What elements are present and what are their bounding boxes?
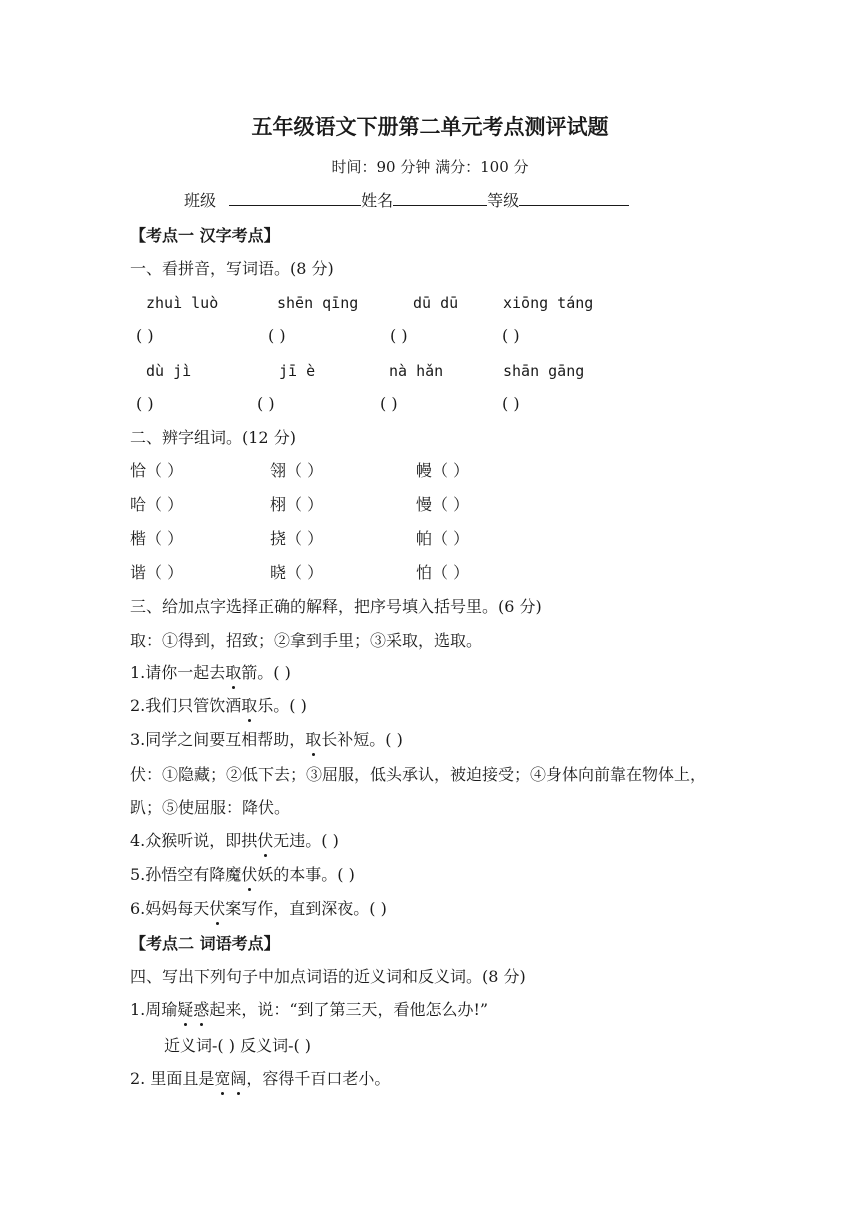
answer-blank[interactable]: ( ) xyxy=(390,326,408,345)
char-item: 挠（ ） xyxy=(270,529,324,548)
char-item: 栩（ ） xyxy=(270,495,324,514)
q3-heading: 三、给加点字选择正确的解释，把序号填入括号里。(6 分) xyxy=(130,597,542,616)
q3-sentence-6[interactable]: 6.妈妈每天伏案写作，直到深夜。( ) xyxy=(130,899,387,918)
answer-blank[interactable]: （ ） xyxy=(286,461,324,480)
pinyin-3: dū dū xyxy=(413,294,459,312)
answer-blank[interactable]: ( ) xyxy=(136,326,154,345)
char-item: 慢（ ） xyxy=(416,495,470,514)
q4-answer-line[interactable]: 近义词-( ) 反义词-( ) xyxy=(164,1036,312,1055)
answer-blank[interactable]: ( ) xyxy=(257,394,275,413)
pinyin-4: xiōng táng xyxy=(503,294,594,312)
q4-sentence-2: 2. 里面且是宽阔，容得千百口老小。 xyxy=(130,1069,391,1088)
pinyin-6: jī è xyxy=(279,362,316,380)
char-item: 怕（ ） xyxy=(416,563,470,582)
char-item: 哈（ ） xyxy=(130,495,184,514)
answer-blank[interactable]: ( ) xyxy=(380,394,398,413)
section-kaodian-1: 【考点一 汉字考点】 xyxy=(130,226,280,245)
char-item: 翎（ ） xyxy=(270,461,324,480)
answer-blank[interactable]: （ ） xyxy=(146,563,184,582)
answer-blank[interactable]: （ ） xyxy=(286,529,324,548)
answer-blank[interactable]: （ ） xyxy=(432,563,470,582)
class-field[interactable] xyxy=(229,189,361,206)
definition-fu-line2: 趴；⑤使屈服：降伏。 xyxy=(130,798,291,817)
exam-time-score: 时间：90 分钟 满分：100 分 xyxy=(331,158,529,176)
q2-heading: 二、辨字组词。(12 分) xyxy=(130,428,296,447)
name-field[interactable] xyxy=(393,189,487,206)
class-label: 班级 xyxy=(184,191,217,210)
pinyin-2: shēn qīng xyxy=(277,294,359,312)
pinyin-1: zhuì luò xyxy=(146,294,219,312)
answer-blank[interactable]: ( ) xyxy=(136,394,154,413)
pinyin-5: dù jì xyxy=(146,362,192,380)
answer-blank[interactable]: ( ) xyxy=(502,326,520,345)
q4-sentence-1: 1.周瑜疑惑起来，说：“到了第三天，看他怎么办!” xyxy=(130,1000,489,1019)
grade-label: 等级 xyxy=(487,191,520,210)
page-title: 五年级语文下册第二单元考点测评试题 xyxy=(251,114,609,139)
answer-blank[interactable]: ( ) xyxy=(268,326,286,345)
answer-blank[interactable]: （ ） xyxy=(146,461,184,480)
answer-blank[interactable]: ( ) xyxy=(502,394,520,413)
pinyin-7: nà hǎn xyxy=(389,362,444,380)
answer-blank[interactable]: （ ） xyxy=(286,563,324,582)
section-kaodian-2: 【考点二 词语考点】 xyxy=(130,934,280,953)
char-item: 楷（ ） xyxy=(130,529,184,548)
answer-blank[interactable]: （ ） xyxy=(286,495,324,514)
answer-blank[interactable]: （ ） xyxy=(146,529,184,548)
definition-fu-line1: 伏：①隐藏；②低下去；③屈服，低头承认，被迫接受；④身体向前靠在物体上， xyxy=(130,765,707,784)
char-item: 幔（ ） xyxy=(416,461,470,480)
char-item: 晓（ ） xyxy=(270,563,324,582)
q3-sentence-1[interactable]: 1.请你一起去取箭。( ) xyxy=(130,663,291,682)
q3-sentence-2[interactable]: 2.我们只管饮酒取乐。( ) xyxy=(130,696,307,715)
answer-blank[interactable]: （ ） xyxy=(432,461,470,480)
pinyin-8: shān gāng xyxy=(503,362,585,380)
student-info-row xyxy=(184,189,629,212)
char-item: 恰（ ） xyxy=(130,461,184,480)
answer-blank[interactable]: （ ） xyxy=(432,529,470,548)
q4-heading: 四、写出下列句子中加点词语的近义词和反义词。(8 分) xyxy=(130,967,526,986)
q1-heading: 一、看拼音，写词语。(8 分) xyxy=(130,259,334,278)
grade-field[interactable] xyxy=(519,189,629,206)
q3-sentence-5[interactable]: 5.孙悟空有降魔伏妖的本事。( ) xyxy=(130,865,355,884)
answer-blank[interactable]: （ ） xyxy=(432,495,470,514)
q3-sentence-3[interactable]: 3.同学之间要互相帮助，取长补短。( ) xyxy=(130,730,403,749)
char-item: 帕（ ） xyxy=(416,529,470,548)
answer-blank[interactable]: （ ） xyxy=(146,495,184,514)
definition-qu: 取：①得到，招致；②拿到手里；③采取，选取。 xyxy=(130,631,483,650)
name-label: 姓名 xyxy=(361,191,394,210)
q3-sentence-4[interactable]: 4.众猴听说，即拱伏无违。( ) xyxy=(130,831,339,850)
char-item: 谐（ ） xyxy=(130,563,184,582)
